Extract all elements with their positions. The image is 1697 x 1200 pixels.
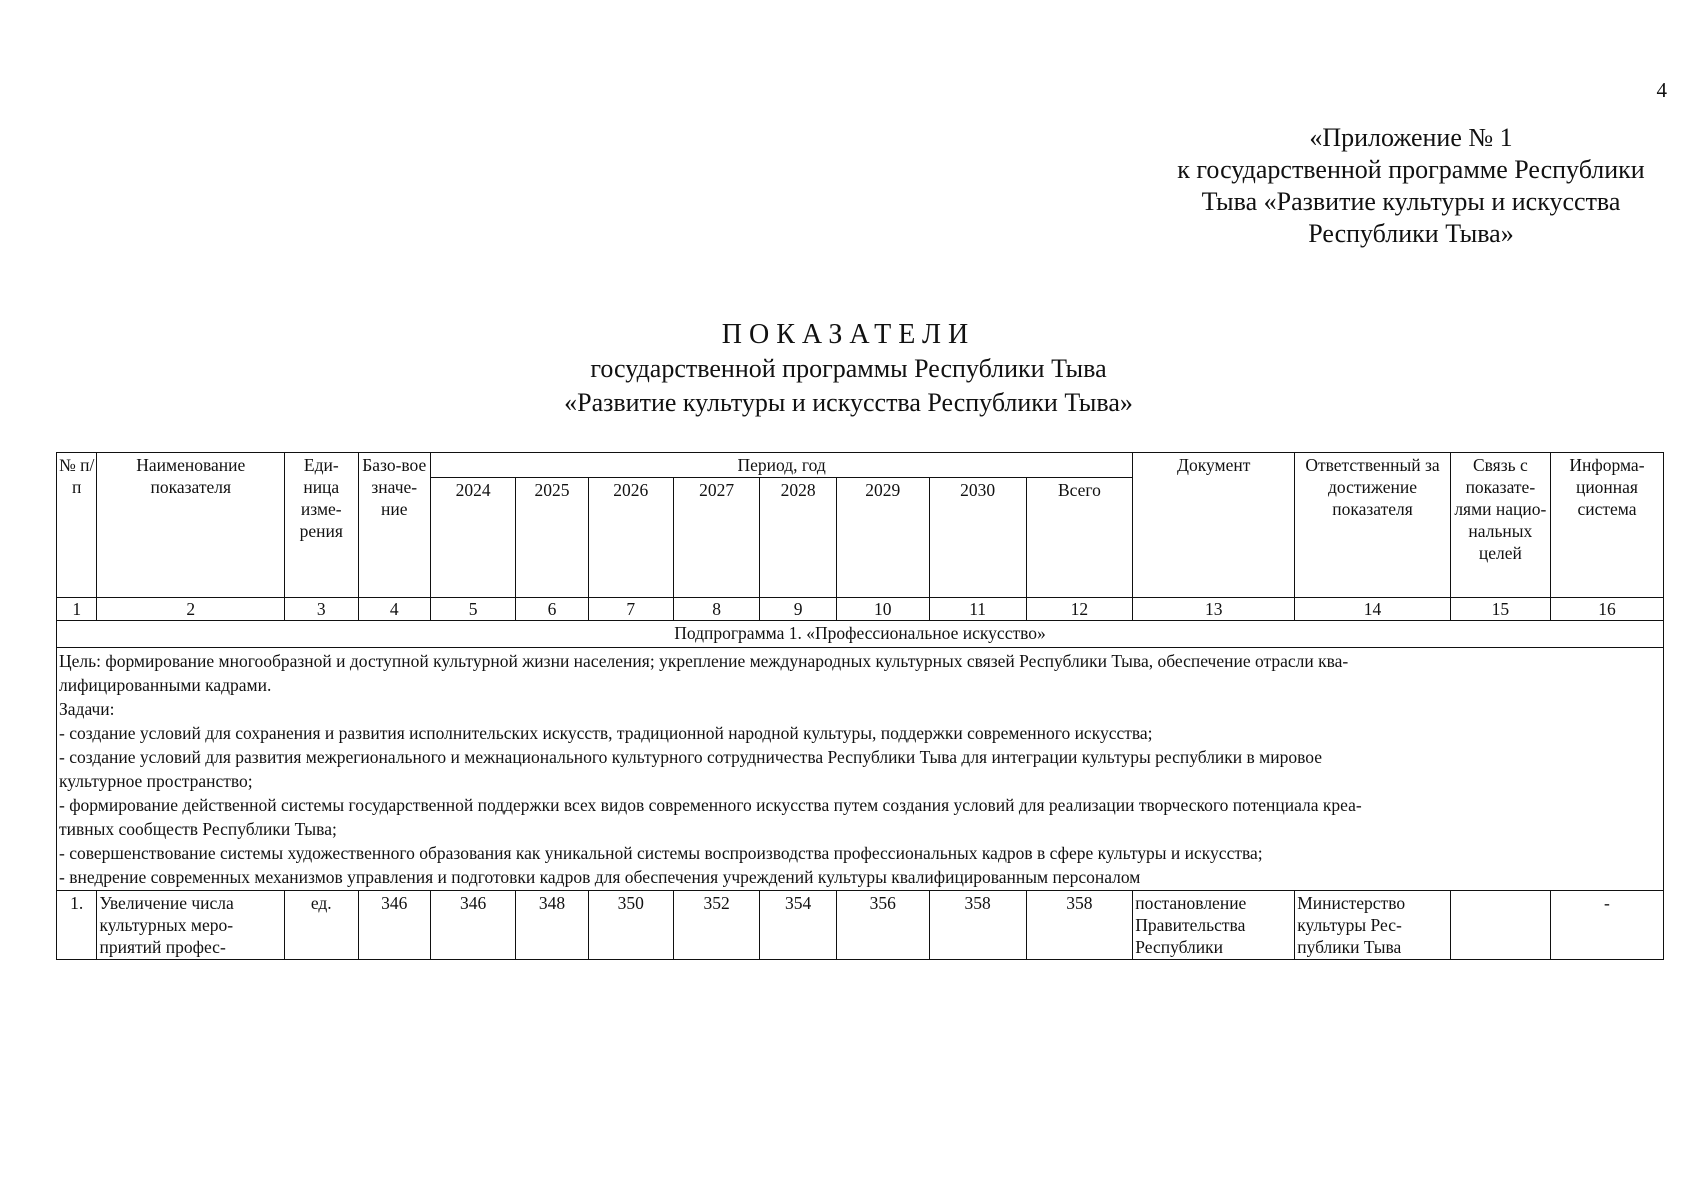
document-cell: постановление Правительства Республики xyxy=(1133,891,1295,960)
appendix-line-1: «Приложение № 1 xyxy=(1309,123,1513,152)
task-line: - формирование действенной системы государственной поддержки всех видов современного искусства путем создания условий для реализации творческого потенциала креа- xyxy=(59,795,1362,815)
responsible-cell: Министерство культуры Рес-публики Тыва xyxy=(1295,891,1451,960)
header-document: Документ xyxy=(1133,453,1295,598)
column-number: 14 xyxy=(1295,598,1451,621)
column-number: 9 xyxy=(760,598,837,621)
year-value: 350 xyxy=(588,891,673,960)
column-number: 1 xyxy=(57,598,97,621)
header-responsible: Ответственный за достижение показателя xyxy=(1295,453,1451,598)
task-line: тивных сообществ Республики Тыва; xyxy=(59,819,337,839)
year-value: 352 xyxy=(673,891,759,960)
header-year: 2030 xyxy=(929,478,1026,598)
title-subtitle-1: государственной программы Республики Тыва xyxy=(590,354,1107,383)
header-year: 2024 xyxy=(430,478,515,598)
goal-row xyxy=(57,648,1664,891)
column-number: 6 xyxy=(516,598,588,621)
total-value: 358 xyxy=(1026,891,1133,960)
header-link: Связь с показате-лями нацио-нальных целей xyxy=(1450,453,1550,598)
header-year: 2029 xyxy=(836,478,929,598)
header-year: 2027 xyxy=(673,478,759,598)
title-main: ПОКАЗАТЕЛИ xyxy=(721,319,976,350)
column-number: 15 xyxy=(1450,598,1550,621)
header-year: 2028 xyxy=(760,478,837,598)
year-value: 348 xyxy=(516,891,588,960)
column-number-row xyxy=(57,598,1664,621)
column-number: 3 xyxy=(285,598,359,621)
column-number: 13 xyxy=(1133,598,1295,621)
column-number: 2 xyxy=(97,598,285,621)
column-number: 8 xyxy=(673,598,759,621)
subprogram-title: Подпрограмма 1. «Профессиональное искусство» xyxy=(57,621,1664,648)
indicators-table xyxy=(56,452,1664,960)
appendix-line-2: к государственной программе Республики xyxy=(1177,155,1645,184)
goal-line: лифицированными кадрами. xyxy=(59,675,272,695)
appendix-line-3: Тыва «Развитие культуры и искусства xyxy=(1201,187,1621,216)
base-value: 346 xyxy=(358,891,430,960)
header-num: № п/п xyxy=(57,453,97,598)
column-number: 12 xyxy=(1026,598,1133,621)
header-row xyxy=(57,453,1664,478)
header-name: Наименование показателя xyxy=(97,453,285,598)
header-total: Всего xyxy=(1026,478,1133,598)
page-number: 4 xyxy=(1656,78,1667,102)
column-number: 5 xyxy=(430,598,515,621)
goal-and-tasks xyxy=(57,648,1664,891)
column-number: 7 xyxy=(588,598,673,621)
column-number: 11 xyxy=(929,598,1026,621)
header-unit: Еди-ница изме-рения xyxy=(285,453,359,598)
column-number: 10 xyxy=(836,598,929,621)
goal-line: Цель: формирование многообразной и доступной культурной жизни населения; укрепление международных культурных связей Республики Тыва, обеспечение отрасли ква- xyxy=(59,651,1349,671)
unit: ед. xyxy=(285,891,359,960)
year-value: 356 xyxy=(836,891,929,960)
column-number: 16 xyxy=(1550,598,1663,621)
appendix-reference xyxy=(1151,122,1671,250)
year-value: 354 xyxy=(760,891,837,960)
column-number: 4 xyxy=(358,598,430,621)
task-line: - совершенствование системы художественного образования как уникальной системы воспроизводства профессиональных кадров в сфере культуры и искусства; xyxy=(59,843,1263,863)
header-period: Период, год xyxy=(430,453,1132,478)
task-line: - создание условий для развития межрегионального и межнационального культурного сотрудничества Республики Тыва для интеграции культуры республики в мировое xyxy=(59,747,1322,767)
task-line: - внедрение современных механизмов управления и подготовки кадров для обеспечения учреждений культуры квалифицированным персоналом xyxy=(59,867,1141,887)
task-line: - создание условий для сохранения и развития исполнительских искусств, традиционной народной культуры, поддержки современного искусства; xyxy=(59,723,1153,743)
info-system-cell: - xyxy=(1550,891,1663,960)
year-value: 346 xyxy=(430,891,515,960)
title-subtitle-2: «Развитие культуры и искусства Республики Тыва» xyxy=(564,388,1133,417)
header-info-system: Информа-ционная система xyxy=(1550,453,1663,598)
appendix-line-4: Республики Тыва» xyxy=(1308,219,1514,248)
task-line: культурное пространство; xyxy=(59,771,253,791)
row-number: 1. xyxy=(57,891,97,960)
link-cell xyxy=(1450,891,1550,960)
indicator-name: Увеличение числа культурных меро-приятий профес- xyxy=(97,891,285,960)
document-title xyxy=(0,318,1697,420)
tasks-heading: Задачи: xyxy=(59,699,115,719)
table-row xyxy=(57,891,1664,960)
year-value: 358 xyxy=(929,891,1026,960)
header-year: 2026 xyxy=(588,478,673,598)
subprogram-row xyxy=(57,621,1664,648)
header-year: 2025 xyxy=(516,478,588,598)
header-base: Базо-вое значе-ние xyxy=(358,453,430,598)
